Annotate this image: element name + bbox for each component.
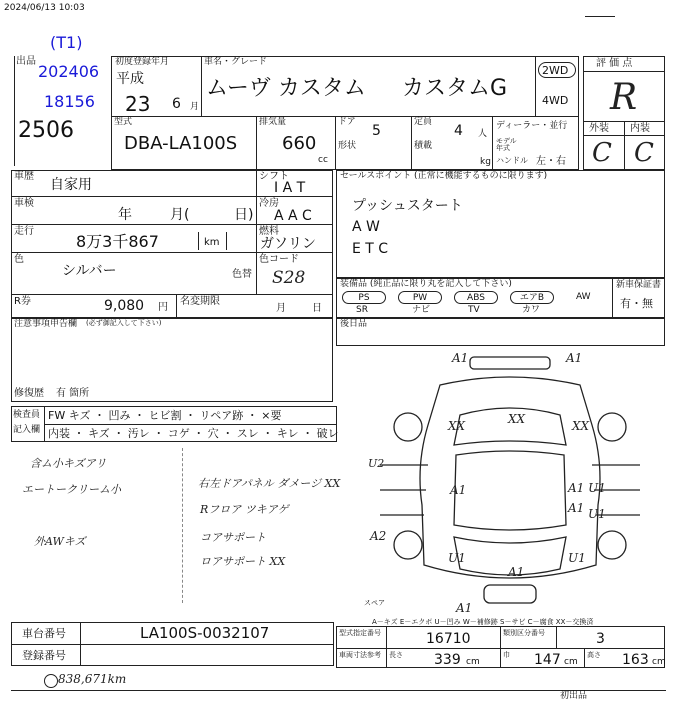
- repair-label: 修復歴: [14, 388, 44, 399]
- mark-rear-gate: A1: [508, 565, 525, 579]
- drive-2wd: 2WD: [542, 64, 569, 77]
- inspector-label2: 記入欄: [13, 425, 41, 435]
- int-grade: C: [634, 138, 654, 168]
- handle-value: 左・右: [536, 156, 566, 167]
- model-label: 型式: [114, 117, 133, 127]
- mark-rear-right: U1: [568, 551, 586, 565]
- recycle-unit: 円: [158, 302, 168, 313]
- length-label: 長さ: [389, 651, 403, 659]
- hand-left-3: 外AWキズ: [34, 535, 86, 548]
- sales-points-box: [336, 170, 665, 278]
- inspector-row2: 内装 ・ キズ ・ 汚レ ・ コゲ ・ 穴 ・ スレ ・ キレ ・ 破レ: [48, 427, 339, 440]
- model-year-label: モデル 年式: [496, 137, 517, 152]
- mark-rear-bumper: A1: [456, 601, 473, 615]
- height-unit: cm: [652, 657, 666, 667]
- color-label: 色: [14, 254, 24, 265]
- equip-leather: カワ: [522, 305, 541, 315]
- sales-point-1: プッシュスタート: [352, 198, 463, 214]
- equip-sr: SR: [356, 305, 368, 315]
- usage-label: 車歴: [14, 171, 34, 182]
- hand-left-2: エートークリーム小: [22, 483, 121, 496]
- name-change-month: 月: [276, 303, 286, 314]
- mark-front-right: A1: [566, 351, 583, 365]
- equip-tv: TV: [468, 305, 480, 315]
- mileage-unit: km: [204, 237, 220, 248]
- name-change-label: 名変期限: [180, 296, 220, 307]
- sales-points-label: セールスポイント (正常に機能するものに限ります): [340, 171, 548, 181]
- color-value: シルバー: [62, 263, 117, 279]
- mark-u2: U2: [368, 457, 385, 470]
- car-label: 車名・グレード: [204, 57, 268, 67]
- inspection-day: 日): [234, 207, 254, 223]
- usage-value: 自家用: [50, 177, 92, 193]
- mark-fender-right: XX: [572, 419, 590, 433]
- ac-value: A A C: [274, 208, 312, 224]
- dealer-label: ディーラー・並行: [496, 121, 568, 131]
- equip-abs: ABS: [454, 291, 498, 304]
- recycle-value: 9,080: [104, 298, 145, 314]
- chassis-value: LA100S-0032107: [140, 624, 270, 642]
- capacity-value: 4: [454, 123, 463, 139]
- evaluation-label: 評 価 点: [596, 58, 633, 69]
- height-value: 163: [622, 652, 649, 668]
- spare-label: スペア: [364, 599, 385, 607]
- mark-hood: XX: [508, 412, 526, 426]
- mark-a2: A2: [370, 529, 387, 543]
- stamp-line1: (T1): [50, 33, 83, 52]
- drive-4wd: 4WD: [542, 94, 569, 107]
- length-unit: cm: [466, 657, 480, 667]
- mark-door-right: A1 U1: [568, 481, 606, 495]
- equipment-label: 装備品 (純正品に限り丸を記入して下さい): [340, 279, 512, 289]
- int-label: 内装: [630, 123, 650, 134]
- bottom-strip: 初出品: [560, 691, 588, 701]
- hand-right-1: 右左ドアパネル ダメージ XX: [198, 477, 341, 490]
- shift-label: シフト: [259, 171, 289, 182]
- displacement-value: 660: [282, 133, 317, 154]
- mark-front-left: A1: [452, 351, 469, 365]
- mark-rear-left: U1: [448, 551, 466, 565]
- equip-ps: PS: [342, 291, 386, 304]
- odometer-note: 838,671km: [58, 672, 127, 686]
- doors-label: ドア: [338, 117, 356, 127]
- first-reg-year: 23: [125, 92, 151, 116]
- fuel-value: ガソリン: [260, 236, 316, 252]
- designation-value: 16710: [426, 631, 471, 647]
- equip-aw: AW: [576, 292, 591, 302]
- stamp-line3: 18156: [44, 92, 95, 111]
- odometer-circle: [44, 674, 58, 688]
- inspection-month: 月(: [170, 207, 190, 223]
- displacement-unit: cc: [318, 155, 328, 165]
- color-code-label: 色コード: [259, 254, 299, 265]
- recycle-label: R券: [14, 296, 31, 307]
- capacity-label: 定員: [414, 117, 433, 127]
- ac-label: 冷房: [259, 198, 279, 209]
- width-label: 巾: [503, 651, 510, 659]
- model-value: DBA-LA100S: [124, 133, 238, 154]
- category-value: 3: [596, 631, 605, 647]
- after-items-label: 後日品: [340, 319, 368, 329]
- designation-label: 型式指定番号: [339, 629, 381, 637]
- capacity-unit: 人: [478, 129, 488, 139]
- length-value: 339: [434, 652, 461, 668]
- mark-rear-door-right-u: U1: [588, 507, 606, 521]
- lot-number: 2506: [18, 118, 74, 143]
- name-change-day: 日: [312, 303, 322, 314]
- car-name: ムーヴ カスタム: [206, 76, 366, 101]
- height-label: 高さ: [587, 651, 601, 659]
- new-warranty-label: 新車保証書: [616, 280, 662, 290]
- print-datetime: 2024/06/13 10:03: [4, 3, 85, 13]
- mark-rear-door-right: A1: [568, 501, 585, 515]
- top-mark: [585, 16, 615, 17]
- inspection-year: 年: [118, 207, 132, 223]
- hand-left-1: 含ム小キズアリ: [30, 457, 107, 470]
- sales-point-3: E T C: [352, 241, 389, 257]
- color-code-value: S28: [272, 268, 306, 288]
- mileage-value: 8万3千867: [76, 232, 159, 251]
- first-reg-era: 平成: [116, 71, 144, 87]
- stamp-line2: 202406: [38, 62, 100, 81]
- sales-point-2: A W: [352, 219, 380, 235]
- notes-sub: (必ず御記入して下さい): [86, 319, 162, 327]
- mark-fender-left: XX: [448, 419, 466, 433]
- shift-value: I A T: [274, 180, 306, 196]
- car-grade: カスタムG: [402, 76, 508, 101]
- mileage-label: 走行: [14, 226, 34, 237]
- fuel-label: 燃料: [259, 226, 279, 237]
- inspector-label1: 検査員: [13, 410, 41, 420]
- shape-label: 形状: [338, 141, 357, 151]
- color-change-label: 色替: [232, 269, 252, 280]
- handle-label: ハンドル: [496, 156, 528, 165]
- inspection-label: 車検: [14, 198, 34, 209]
- load-unit: kg: [480, 157, 491, 167]
- hand-right-3: コアサポート: [200, 531, 266, 544]
- hand-right-2: Rフロア ツキアゲ: [200, 503, 289, 516]
- category-label: 類別区分番号: [503, 629, 545, 637]
- first-reg-month-unit: 月: [190, 102, 200, 112]
- out-label: 出品: [16, 56, 36, 67]
- inspector-row1: FW キズ ・ 凹み ・ ヒビ割 ・ リペア跡 ・ ×要: [48, 409, 282, 422]
- ext-label: 外装: [589, 123, 609, 134]
- ext-grade: C: [592, 138, 612, 168]
- dims-label: 車両寸法参考: [339, 651, 381, 659]
- width-unit: cm: [564, 657, 578, 667]
- displacement-label: 排気量: [259, 117, 287, 127]
- equip-airbag: エアB: [510, 291, 554, 304]
- notes-label: 注意事項申告欄: [14, 319, 78, 329]
- width-value: 147: [534, 652, 561, 668]
- evaluation-score: R: [610, 77, 638, 118]
- registration-label: 登録番号: [22, 649, 66, 662]
- repair-value: 有 箇所: [56, 388, 90, 399]
- first-reg-month: 6: [172, 96, 181, 112]
- load-label: 積載: [414, 141, 433, 151]
- after-items-box: [336, 318, 665, 346]
- doors-value: 5: [372, 123, 381, 139]
- first-reg-label: 初度登録年月: [115, 57, 170, 67]
- mark-door-left: A1: [450, 483, 467, 497]
- equip-pw: PW: [398, 291, 442, 304]
- hand-right-4: ロアサポート XX: [200, 555, 286, 568]
- equip-navi: ナビ: [412, 305, 431, 315]
- new-warranty-value: 有・無: [620, 297, 653, 310]
- damage-legend: A－キズ E－エクボ U－凹み W－補修跡 S－サビ C－腐食 XX－交換済: [372, 618, 594, 626]
- chassis-label: 車台番号: [22, 627, 66, 640]
